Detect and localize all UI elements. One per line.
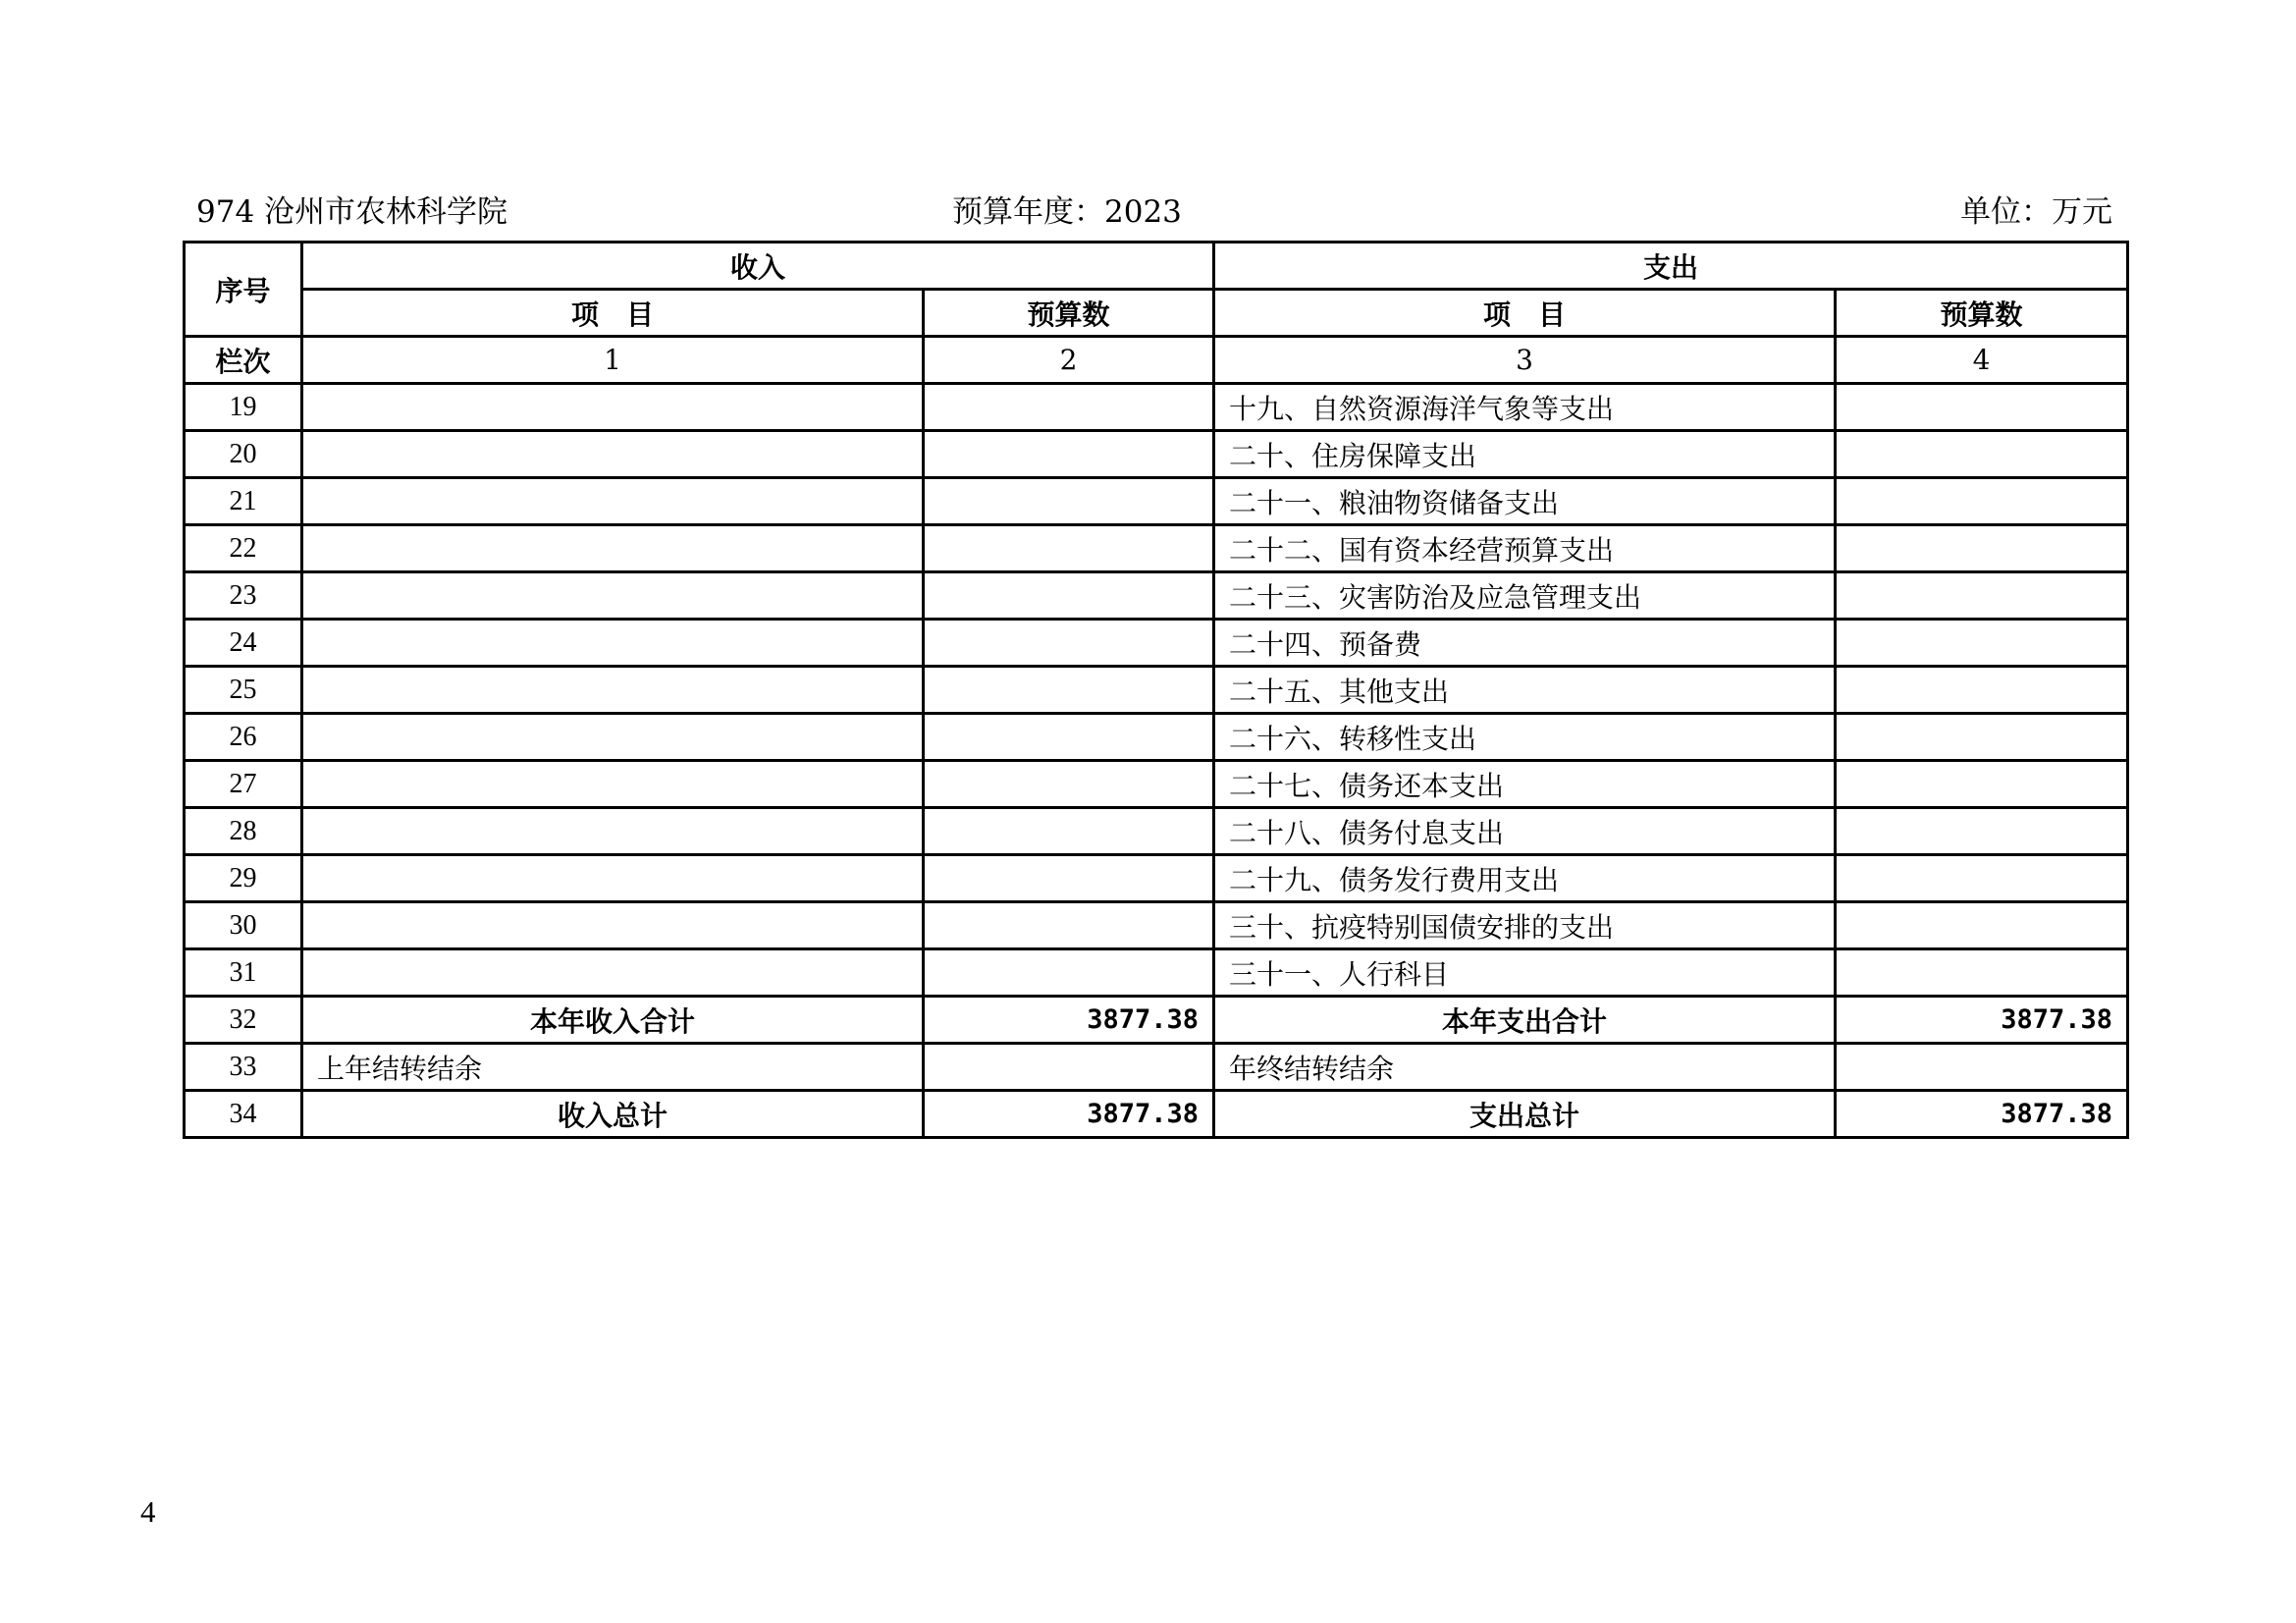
seq-cell: 30: [185, 902, 302, 949]
header-row-1: [185, 243, 2128, 290]
expense-item-cell: 支出总计: [1214, 1091, 1836, 1138]
expense-item-cell: 二十九、债务发行费用支出: [1214, 855, 1836, 902]
col-number-1: 1: [302, 337, 924, 384]
income-item-cell: [302, 714, 924, 761]
income-budget-header: 预算数: [924, 290, 1214, 337]
expense-item-cell: 年终结转结余: [1214, 1044, 1836, 1091]
income-item-cell: [302, 761, 924, 808]
income-item-cell: 本年收入合计: [302, 997, 924, 1044]
seq-cell: 26: [185, 714, 302, 761]
income-amount-cell: [924, 1044, 1214, 1091]
income-amount-cell: [924, 902, 1214, 949]
table-row: [185, 572, 2128, 620]
seq-cell: 19: [185, 384, 302, 431]
report-header: [196, 190, 2112, 234]
expense-amount-cell: [1836, 572, 2128, 620]
seq-header: 序号: [185, 243, 302, 337]
expense-amount-cell: [1836, 525, 2128, 572]
expense-amount-cell: [1836, 949, 2128, 997]
expense-amount-cell: 3877.38: [1836, 997, 2128, 1044]
income-item-cell: 上年结转结余: [302, 1044, 924, 1091]
seq-cell: 31: [185, 949, 302, 997]
seq-cell: 23: [185, 572, 302, 620]
income-item-cell: [302, 525, 924, 572]
budget-table: [183, 241, 2129, 1139]
expense-amount-cell: [1836, 855, 2128, 902]
income-item-cell: [302, 667, 924, 714]
income-item-cell: [302, 902, 924, 949]
table-row: [185, 761, 2128, 808]
income-amount-cell: [924, 855, 1214, 902]
income-amount-cell: [924, 761, 1214, 808]
income-item-cell: [302, 620, 924, 667]
expense-amount-cell: [1836, 667, 2128, 714]
income-item-cell: [302, 478, 924, 525]
income-amount-cell: [924, 431, 1214, 478]
header-row-2: [185, 290, 2128, 337]
column-number-row: [185, 337, 2128, 384]
income-amount-cell: [924, 384, 1214, 431]
expense-item-cell: 二十一、粮油物资储备支出: [1214, 478, 1836, 525]
expense-amount-cell: [1836, 384, 2128, 431]
page-number: 4: [140, 1494, 156, 1529]
income-amount-cell: [924, 525, 1214, 572]
table-row: [185, 525, 2128, 572]
expense-item-cell: 三十、抗疫特别国债安排的支出: [1214, 902, 1836, 949]
expense-header: 支出: [1214, 243, 2128, 290]
budget-year: 预算年度：2023: [952, 194, 1182, 230]
income-item-header: 项 目: [302, 290, 924, 337]
organization-name: 974 沧州市农林科学院: [196, 194, 508, 230]
income-amount-cell: [924, 478, 1214, 525]
expense-amount-cell: [1836, 714, 2128, 761]
table-row: [185, 431, 2128, 478]
income-amount-cell: [924, 808, 1214, 855]
expense-item-cell: 二十四、预备费: [1214, 620, 1836, 667]
expense-budget-header: 预算数: [1836, 290, 2128, 337]
income-amount-cell: 3877.38: [924, 997, 1214, 1044]
expense-amount-cell: [1836, 808, 2128, 855]
seq-cell: 21: [185, 478, 302, 525]
seq-cell: 29: [185, 855, 302, 902]
seq-cell: 34: [185, 1091, 302, 1138]
expense-amount-cell: 3877.38: [1836, 1091, 2128, 1138]
income-item-cell: [302, 949, 924, 997]
expense-item-cell: 二十六、转移性支出: [1214, 714, 1836, 761]
expense-amount-cell: [1836, 1044, 2128, 1091]
col-number-2: 2: [924, 337, 1214, 384]
expense-item-cell: 二十五、其他支出: [1214, 667, 1836, 714]
expense-amount-cell: [1836, 478, 2128, 525]
table-row: [185, 855, 2128, 902]
expense-item-cell: 十九、自然资源海洋气象等支出: [1214, 384, 1836, 431]
table-row: [185, 808, 2128, 855]
income-amount-cell: [924, 949, 1214, 997]
income-item-cell: [302, 431, 924, 478]
seq-cell: 32: [185, 997, 302, 1044]
income-amount-cell: [924, 572, 1214, 620]
expense-amount-cell: [1836, 620, 2128, 667]
income-amount-cell: 3877.38: [924, 1091, 1214, 1138]
income-item-cell: [302, 808, 924, 855]
income-item-cell: [302, 384, 924, 431]
income-item-cell: [302, 855, 924, 902]
expense-item-cell: 二十七、债务还本支出: [1214, 761, 1836, 808]
seq-cell: 24: [185, 620, 302, 667]
currency-unit: 单位：万元: [1960, 194, 2112, 230]
budget-table-body: [185, 243, 2128, 1138]
expense-item-cell: 三十一、人行科目: [1214, 949, 1836, 997]
income-item-cell: 收入总计: [302, 1091, 924, 1138]
col-number-3: 3: [1214, 337, 1836, 384]
expense-amount-cell: [1836, 761, 2128, 808]
income-amount-cell: [924, 620, 1214, 667]
col-number-4: 4: [1836, 337, 2128, 384]
table-row: [185, 1091, 2128, 1138]
expense-item-cell: 二十二、国有资本经营预算支出: [1214, 525, 1836, 572]
expense-item-cell: 二十八、债务付息支出: [1214, 808, 1836, 855]
seq-cell: 20: [185, 431, 302, 478]
table-row: [185, 997, 2128, 1044]
income-amount-cell: [924, 714, 1214, 761]
table-row: [185, 384, 2128, 431]
expense-item-header: 项 目: [1214, 290, 1836, 337]
col-row-label: 栏次: [185, 337, 302, 384]
table-row: [185, 949, 2128, 997]
table-row: [185, 1044, 2128, 1091]
seq-cell: 22: [185, 525, 302, 572]
seq-cell: 25: [185, 667, 302, 714]
seq-cell: 33: [185, 1044, 302, 1091]
expense-item-cell: 本年支出合计: [1214, 997, 1836, 1044]
expense-amount-cell: [1836, 431, 2128, 478]
seq-cell: 28: [185, 808, 302, 855]
expense-amount-cell: [1836, 902, 2128, 949]
expense-item-cell: 二十、住房保障支出: [1214, 431, 1836, 478]
table-row: [185, 620, 2128, 667]
seq-cell: 27: [185, 761, 302, 808]
table-row: [185, 714, 2128, 761]
table-row: [185, 478, 2128, 525]
expense-item-cell: 二十三、灾害防治及应急管理支出: [1214, 572, 1836, 620]
income-amount-cell: [924, 667, 1214, 714]
table-row: [185, 667, 2128, 714]
income-item-cell: [302, 572, 924, 620]
table-row: [185, 902, 2128, 949]
income-header: 收入: [302, 243, 1214, 290]
